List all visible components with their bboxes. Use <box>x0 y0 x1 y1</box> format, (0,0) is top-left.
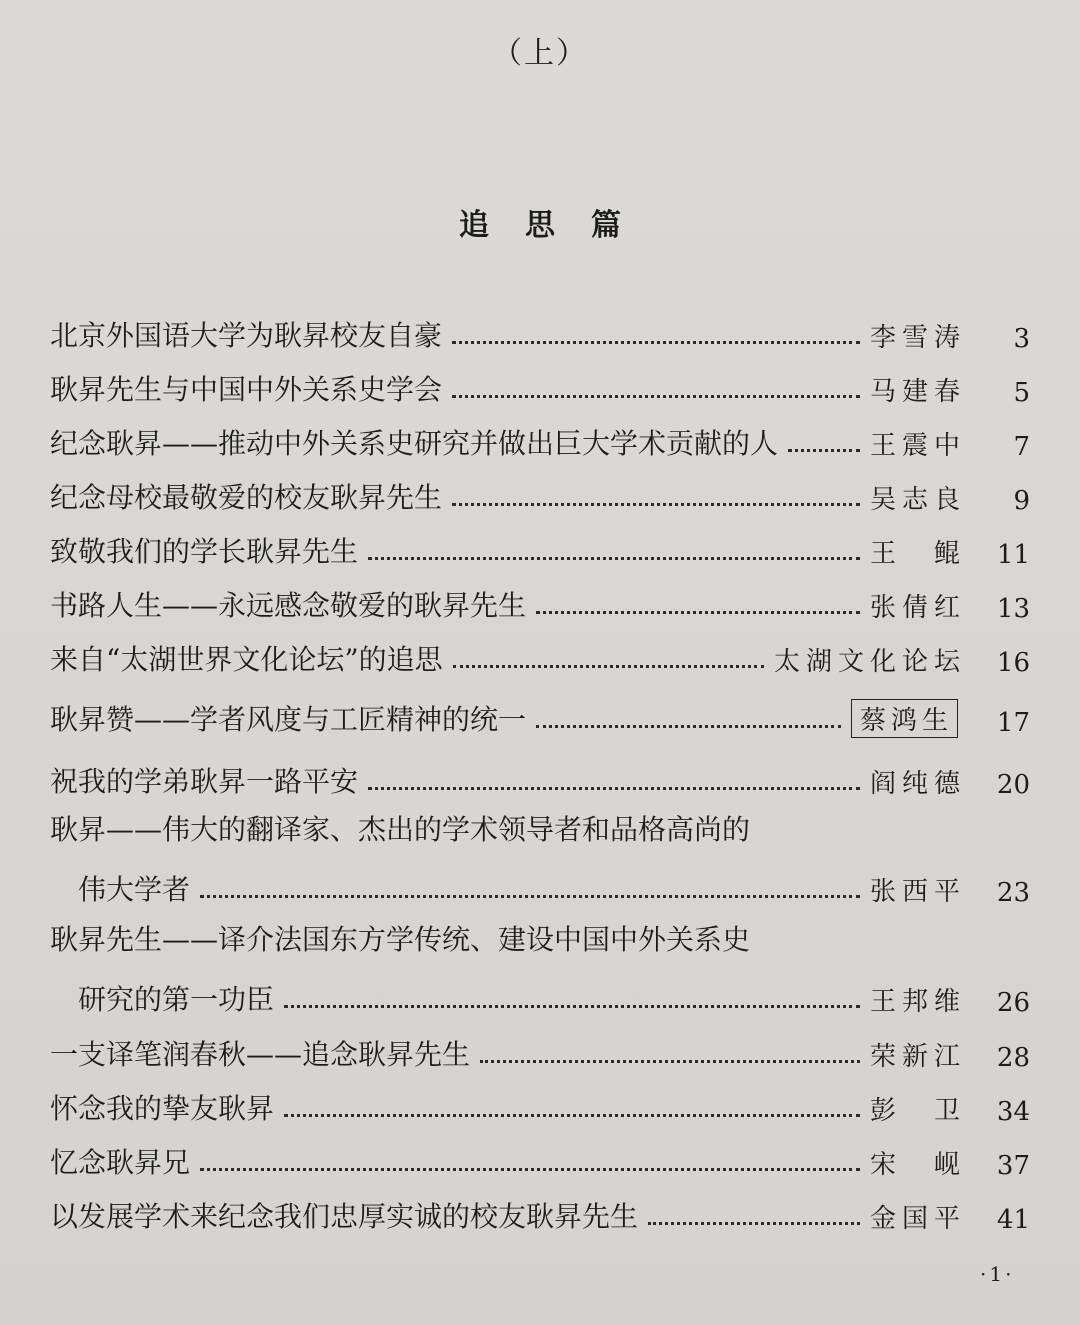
toc-entry <box>50 1081 1030 1127</box>
entry-title: 纪念耿昇——推动中外关系史研究并做出巨大学术贡献的人 <box>50 427 779 460</box>
entry-title: 以发展学术来纪念我们忠厚实诚的校友耿昇先生 <box>50 1200 639 1233</box>
entry-page: 13 <box>996 594 1030 624</box>
leader-dots <box>536 725 841 728</box>
entry-author: 荣新江 <box>869 1042 966 1072</box>
entry-author: 张西平 <box>869 877 966 907</box>
entry-title: 来自“太湖世界文化论坛”的追思 <box>50 643 443 676</box>
toc-entry <box>50 416 1030 462</box>
entry-page: 23 <box>996 878 1030 908</box>
entry-author: 彭 卫 <box>869 1096 966 1126</box>
entry-author: 王震中 <box>869 431 966 461</box>
entry-page: 5 <box>1013 378 1030 408</box>
entry-title: 耿昇赞——学者风度与工匠精神的统一 <box>50 703 527 736</box>
toc-entry-line2 <box>78 862 1030 908</box>
entry-title: 致敬我们的学长耿昇先生 <box>50 535 359 568</box>
toc-entry <box>50 692 1030 738</box>
leader-dots <box>536 611 860 614</box>
leader-dots <box>453 665 764 668</box>
leader-dots <box>480 1060 860 1063</box>
entry-author: 李雪涛 <box>869 323 966 353</box>
section-title: 追思篇 <box>459 208 657 243</box>
toc-entry <box>50 1027 1030 1073</box>
entry-page: 11 <box>996 540 1030 570</box>
entry-author: 张倩红 <box>869 593 966 623</box>
leader-dots <box>284 1005 860 1008</box>
toc-entry <box>50 524 1030 570</box>
volume-label: （上） <box>492 36 588 71</box>
entry-author: 吴志良 <box>869 485 966 515</box>
entry-page: 16 <box>996 648 1030 678</box>
leader-dots <box>648 1222 860 1225</box>
entry-title: 祝我的学弟耿昇一路平安 <box>50 765 359 798</box>
entry-title: 北京外国语大学为耿昇校友自豪 <box>50 319 443 352</box>
entry-page: 7 <box>1013 432 1030 462</box>
entry-page: 17 <box>996 708 1030 738</box>
leader-dots <box>284 1114 860 1117</box>
leader-dots <box>452 503 860 506</box>
leader-dots <box>452 395 860 398</box>
entry-author: 金国平 <box>869 1204 966 1234</box>
toc-entry-line1 <box>50 808 1030 854</box>
entry-title: 纪念母校最敬爱的校友耿昇先生 <box>50 481 443 514</box>
page-number: ·1· <box>980 1262 1015 1286</box>
entry-title: 忆念耿昇兄 <box>50 1146 191 1179</box>
toc-entry <box>50 362 1030 408</box>
entry-page: 34 <box>996 1097 1030 1127</box>
toc-entry <box>50 1189 1030 1235</box>
leader-dots <box>200 895 860 898</box>
entry-title: 怀念我的挚友耿昇 <box>50 1092 275 1125</box>
entry-author: 太湖文化论坛 <box>773 647 966 677</box>
entry-page: 9 <box>1013 486 1030 516</box>
entry-title: 耿昇——伟大的翻译家、杰出的学术领导者和品格高尚的 <box>50 813 751 846</box>
toc-entry <box>50 754 1030 800</box>
leader-dots <box>452 341 860 344</box>
leader-dots <box>368 557 860 560</box>
entry-page: 26 <box>996 988 1030 1018</box>
entry-page: 20 <box>996 770 1030 800</box>
entry-author: 王邦维 <box>869 987 966 1017</box>
entry-title: 一支译笔润春秋——追念耿昇先生 <box>50 1038 471 1071</box>
entry-author: 宋 岘 <box>869 1150 966 1180</box>
entry-author: 马建春 <box>869 377 966 407</box>
entry-page: 41 <box>996 1205 1030 1235</box>
entry-title-continued: 伟大学者 <box>78 873 191 906</box>
toc-entry-line1 <box>50 918 1030 964</box>
leader-dots <box>368 787 860 790</box>
entry-title-continued: 研究的第一功臣 <box>78 983 275 1016</box>
toc-entry-line2 <box>78 972 1030 1018</box>
entry-title: 耿昇先生与中国中外关系史学会 <box>50 373 443 406</box>
leader-dots <box>788 449 860 452</box>
entry-title: 书路人生——永远感念敬爱的耿昇先生 <box>50 589 527 622</box>
entry-author: 阎纯德 <box>869 769 966 799</box>
toc-entry <box>50 470 1030 516</box>
leader-dots <box>200 1168 860 1171</box>
entry-page: 28 <box>996 1043 1030 1073</box>
entry-page: 3 <box>1013 324 1030 354</box>
entry-title: 耿昇先生——译介法国东方学传统、建设中国中外关系史 <box>50 923 751 956</box>
entry-page: 37 <box>996 1151 1030 1181</box>
toc-entry <box>50 578 1030 624</box>
entry-author: 王 鲲 <box>869 539 966 569</box>
toc-entry <box>50 308 1030 354</box>
toc-entry <box>50 632 1030 678</box>
toc-entry <box>50 1135 1030 1181</box>
entry-author-boxed: 蔡鸿生 <box>851 699 958 738</box>
